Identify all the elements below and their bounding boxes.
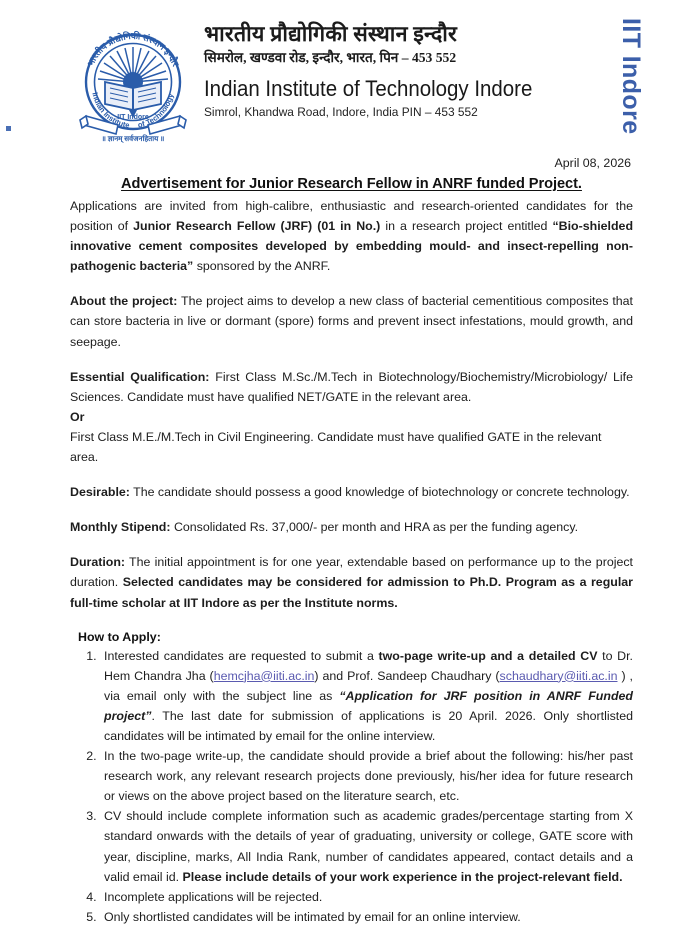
monthly-stipend-paragraph [70, 517, 633, 537]
apply1-subject-line: “Application for JRF position in ANRF Funded project” [104, 688, 633, 723]
svg-text:IIT Indore: IIT Indore [117, 114, 149, 121]
essential-qualification-text: First Class M.Sc./M.Tech in Biotechnology/Biochemistry/Microbiology/ Life Sciences. Candidate must have qualified NET/GATE in the relevant area. [70, 369, 633, 404]
page-title: Advertisement for Junior Research Fellow in ANRF funded Project. [121, 176, 582, 192]
apply3-part1: CV should include complete information such as academic grades/percentage starting from X standard onwards with the details of year of graduating, university or college, GATE score with year, discipline, marks, All India Rank, number of candidates appeared, contact details and a valid email id. [104, 809, 633, 884]
about-project-text: The project aims to develop a new class of bacterial cementitious composites that can store bacteria in live or dormant (spore) forms and prevent insect infestations, mould growth, and seepage. [70, 294, 633, 349]
list-item [100, 806, 633, 886]
monthly-stipend-text: Consolidated Rs. 37,000/- per month and HRA as per the funding agency. [170, 520, 579, 535]
duration-text: The initial appointment is for one year, extendable based on performance up to the project duration. [70, 555, 633, 590]
essential-qualification-label: Essential Qualification: [70, 369, 210, 384]
how-to-apply-heading: How to Apply: [78, 629, 161, 644]
duration-label: Duration: [70, 555, 126, 570]
desirable-text: The candidate should possess a good knowledge of biotechnology or concrete technology. [129, 485, 630, 500]
document-date: April 08, 2026 [554, 156, 631, 170]
duration-paragraph [70, 552, 633, 612]
apply1-part2: to Dr. Hem Chandra Jha ( [104, 648, 633, 683]
about-project-label: About the project: [70, 294, 178, 309]
how-to-apply-list [70, 646, 633, 927]
svg-text:॥ ज्ञानम् सर्वजनहिताय ॥: ॥ ज्ञानम् सर्वजनहिताय ॥ [101, 135, 165, 143]
document-body [0, 156, 695, 927]
apply1-part3: ) and Prof. Sandeep Chaudhary ( [314, 668, 500, 683]
apply3-bold-work-experience: Please include details of your work experience in the project-relevant field. [182, 869, 623, 884]
monthly-stipend-label: Monthly Stipend: [70, 520, 171, 535]
svg-text:भारतीय प्रौद्योगिकी संस्थान इन: भारतीय प्रौद्योगिकी संस्थान इन्दौर [85, 30, 181, 68]
institute-address-hindi: सिमरोल, खण्डवा रोड, इन्दौर, भारत, पिन – 453 552 [204, 49, 457, 65]
apply1-part1: Interested candidates are requested to submit a [104, 648, 379, 663]
svg-text:Indian Institute: Indian Institute [90, 91, 131, 130]
institute-address-english: Simrol, Khandwa Road, Indore, India PIN – 453 552 [204, 104, 478, 119]
list-item: 5. Only shortlisted candidates will be intimated by email for an online interview. [100, 907, 633, 927]
desirable-label: Desirable: [70, 485, 130, 500]
page-edge-artifact-mark [6, 126, 11, 131]
email-link-schaudhary[interactable]: schaudhary@iiti.ac.in [499, 668, 618, 683]
alternate-qualification-text: First Class M.E./M.Tech in Civil Engineering. Candidate must have qualified GATE in the relevant area. [70, 429, 602, 465]
intro-part3: sponsored by the ANRF. [193, 259, 331, 274]
vertical-brand-iit-indore: IIT Indore [617, 18, 645, 135]
intro-paragraph [70, 196, 633, 276]
about-project-paragraph [70, 291, 633, 351]
intro-position-bold: Junior Research Fellow (JRF) (01 in No.) [133, 219, 381, 234]
institute-name-english: Indian Institute of Technology Indore [204, 76, 533, 102]
essential-qualification-paragraph [70, 367, 633, 407]
intro-project-title-bold: “Bio-shielded innovative cement composites developed by embedding mould- and insect-repelling non-pathogenic bacteria” [70, 219, 634, 274]
letterhead-text-block [204, 14, 557, 119]
list-item: 4. Incomplete applications will be rejected. [100, 887, 633, 907]
svg-text:of Technology: of Technology [136, 92, 176, 130]
apply1-bold-writeup: two-page write-up and a detailed CV [378, 648, 598, 663]
qualification-or-separator: Or [70, 409, 85, 424]
email-link-hemcjha[interactable]: hemcjha@iiti.ac.in [213, 668, 315, 683]
intro-part2: in a research project entitled [380, 219, 553, 234]
letterhead [0, 0, 695, 152]
desirable-paragraph [70, 482, 633, 502]
intro-part1: Applications are invited from high-calibre, enthusiastic and research-oriented candidates for the position of [70, 199, 633, 234]
duration-bold-tail: Selected candidates may be considered for admission to Ph.D. Program as a regular full-time scholar at IIT Indore as per the Institute norms. [70, 575, 633, 610]
list-item: 2. In the two-page write-up, the candidate should provide a brief about the following: his/her past research work, any relevant research projects done previously, his/her idea for future research or views on the above project based on the literature search, etc. [100, 746, 633, 806]
institute-name-hindi: भारतीय प्रौद्योगिकी संस्थान इन्दौर [204, 22, 458, 46]
list-item [100, 646, 633, 746]
apply1-part4: ) , via email only with the subject line as [104, 668, 633, 703]
iit-indore-emblem [72, 16, 194, 144]
apply1-part5: . The last date for submission of applications is 20 April. 2026. Only shortlisted candidates will be intimated by email for the online interview. [104, 708, 633, 743]
